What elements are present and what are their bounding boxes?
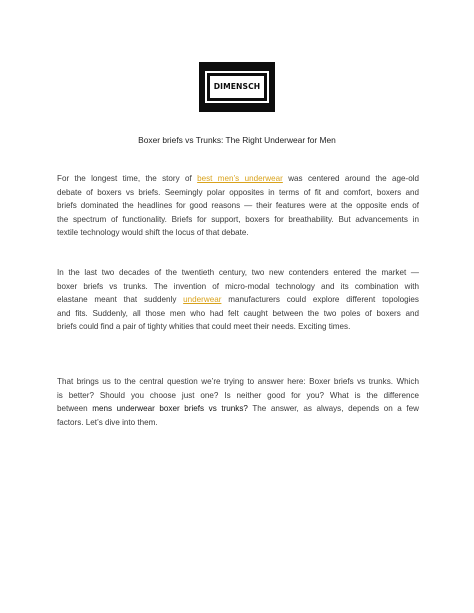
text-run: elastane meant that suddenly	[57, 295, 184, 304]
text-line: boxer briefs vs trunks. The invention of micro-modal technology and its combination with	[57, 281, 419, 291]
text-line: That brings us to the central question we’re trying to answer here: Boxer briefs vs trunks. Which	[57, 377, 419, 386]
page-title: Boxer briefs vs Trunks: The Right Underwear for Men	[138, 135, 336, 145]
text-run: manufacturers could explore different topologies	[221, 295, 419, 304]
paragraph-history	[57, 266, 419, 334]
paragraph-intro	[57, 172, 419, 240]
text-line: briefs could find a pair of tighty whities that could meet their needs. Exciting times.	[57, 322, 351, 331]
text-line	[57, 172, 419, 186]
text-run: The answer, as always, depends on a few	[247, 404, 419, 413]
best-mens-underwear-link[interactable]: best men’s underwear	[197, 174, 283, 183]
text-line: and fits. Suddenly, all those men who had felt caught between the two poles of boxers and	[57, 308, 419, 318]
text-line: textile technology would shift the locus of that debate.	[57, 228, 249, 237]
text-line: is better? Should you choose just one? Is neither good for you? What is the difference	[57, 390, 419, 400]
text-line: debate of boxers vs briefs. Seemingly polar opposites in terms of fit and comfort, boxers and	[57, 187, 419, 197]
text-run: For the longest time, the story of	[57, 174, 198, 183]
highlighted-phrase: mens underwear boxer briefs vs trunks?	[92, 404, 248, 413]
brand-logo	[199, 62, 275, 112]
text-run: between	[57, 404, 93, 413]
paragraph-question	[57, 375, 419, 429]
text-line: factors. Let’s dive into them.	[57, 417, 158, 427]
text-line: the spectrum of functionality. Briefs for support, boxers for breathability. But advancements in	[57, 214, 419, 224]
text-line	[57, 402, 419, 416]
logo-plate	[210, 76, 264, 98]
text-run: was centered around the age-old	[282, 174, 420, 183]
text-line: In the last two decades of the twentieth century, two new contenders entered the market —	[57, 268, 419, 277]
text-line: briefs dominated the headlines for good reasons — their features were at the opposite ends of	[57, 201, 419, 210]
logo-frame	[205, 71, 269, 103]
logo-text: DIMENSCH	[213, 82, 261, 92]
underwear-link[interactable]: underwear	[183, 295, 222, 304]
text-line	[57, 293, 419, 307]
